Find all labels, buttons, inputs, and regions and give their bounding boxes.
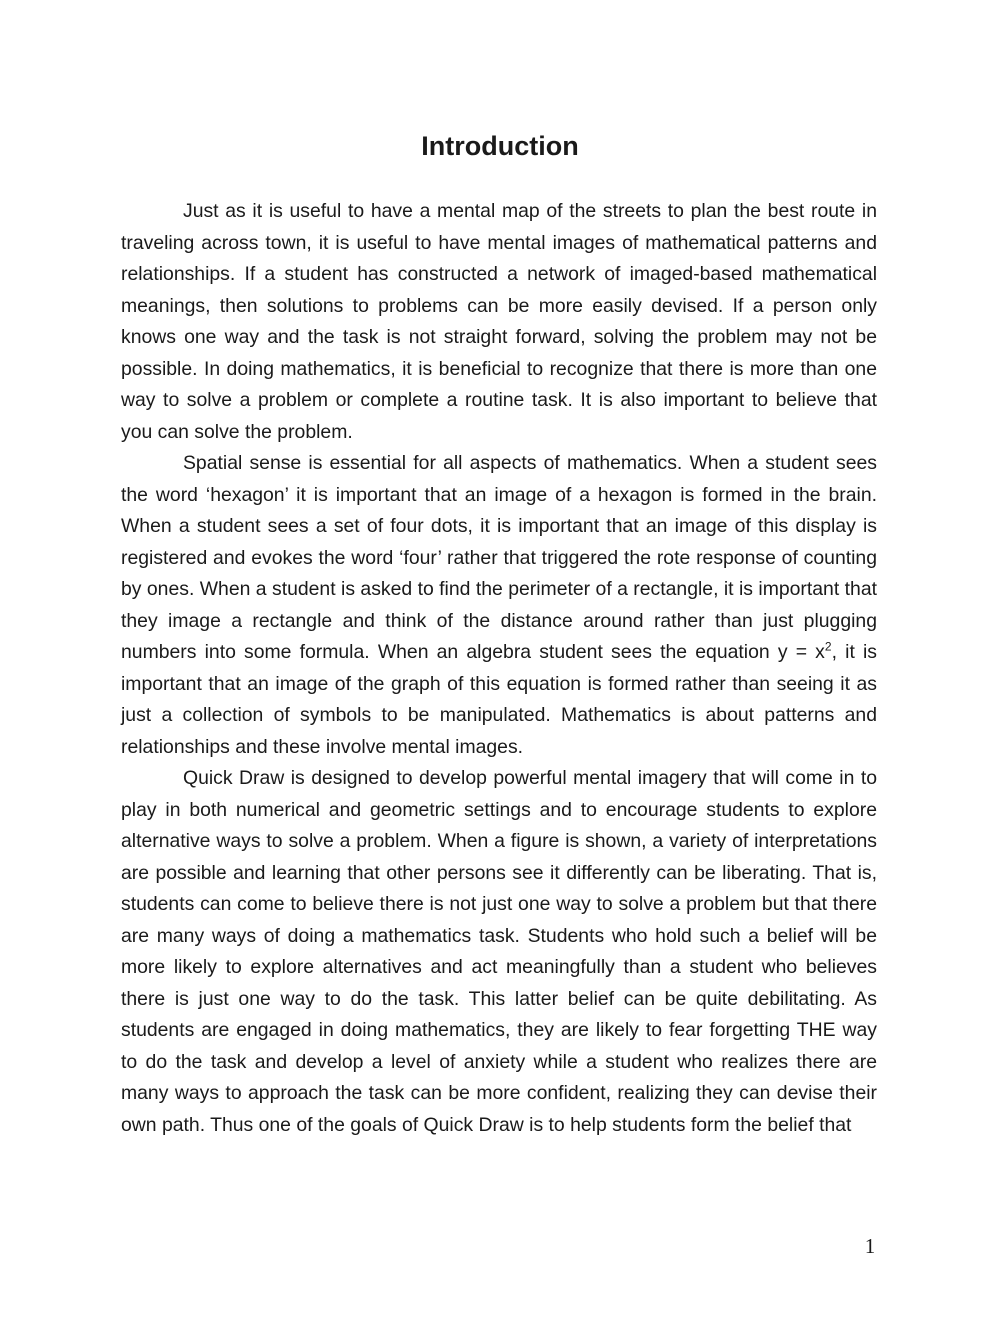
- paragraph-spatial-sense: [121, 448, 877, 763]
- exponent: 2: [824, 639, 832, 654]
- paragraph-quick-draw: Quick Draw is designed to develop powerful mental imagery that will come in to play in both numerical and geometric settings and to encourage students to explore alternative ways to solve a problem. When a figure is shown, a variety of interpretations are possible and learning that other persons see it differently can be liberating. That is, students can come to believe there is not just one way to solve a problem but that there are many ways of doing a mathematics task. Students who hold such a belief will be more likely to explore alternatives and act meaningfully than a student who believes there is just one way to do the task. This latter belief can be quite debilitating. As students are engaged in doing mathematics, they are likely to fear forgetting THE way to do the task and develop a level of anxiety while a student who realizes there are many ways to approach the task can be more confident, realizing they can devise their own path. Thus one of the goals of Quick Draw is to help students form the belief that: [121, 767, 877, 1136]
- paragraph-text-after-exponent: , it is important that an image of the graph of this equation is formed rather than seeing it as just a collection of symbols to be manipulated. Mathematics is about patterns and relationships and these involve mental images.: [121, 641, 877, 758]
- page-number: 1: [864, 1234, 876, 1258]
- paragraph-mental-maps: Just as it is useful to have a mental map of the streets to plan the best route in traveling across town, it is useful to have mental images of mathematical patterns and relationships. If a student has constructed a network of imaged-based mathematical meanings, then solutions to problems can be more easily devised. If a person only knows one way and the task is not straight forward, solving the problem may not be possible. In doing mathematics, it is beneficial to recognize that there is more than one way to solve a problem or complete a routine task. It is also important to believe that you can solve the problem.: [121, 200, 877, 443]
- paragraph-text-before-exponent: Spatial sense is essential for all aspects of mathematics. When a student sees the word ‘hexagon’ it is important that an image of a hexagon is formed in the brain. When a student sees a set of four dots, it is important that an image of this display is registered and evokes the word ‘four’ rather that triggered the rote response of counting by ones. When a student is asked to find the perimeter of a rectangle, it is important that they image a rectangle and think of the distance around rather than just plugging numbers into some formula. When an algebra student sees the equation y = x: [121, 452, 877, 663]
- body-text: [121, 196, 877, 1141]
- page-title: Introduction: [421, 131, 579, 161]
